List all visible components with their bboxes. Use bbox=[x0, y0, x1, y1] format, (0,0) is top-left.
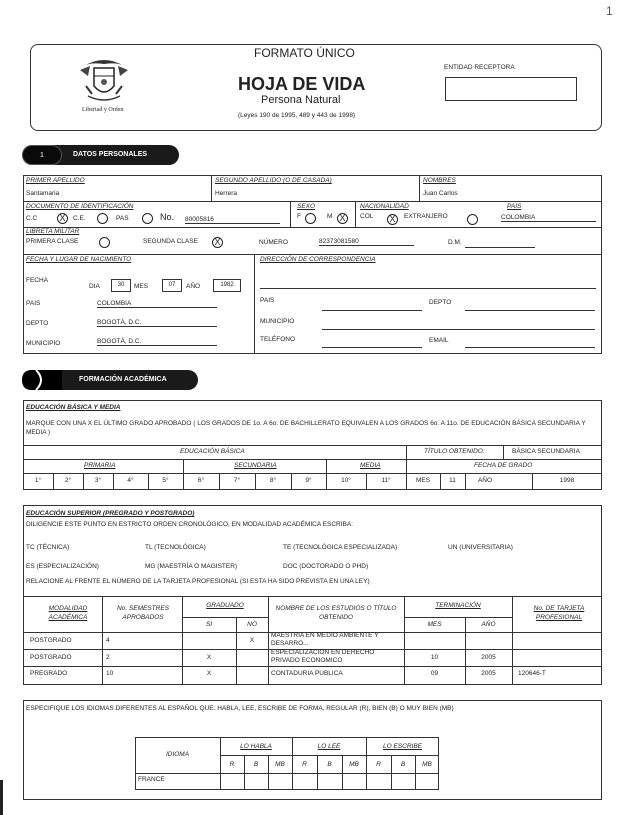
section2-number-icon bbox=[22, 370, 62, 390]
section2-title: FORMACIÓN ACADÉMICA bbox=[79, 376, 167, 383]
fecha-grado-header: FECHA DE GRADO bbox=[474, 462, 533, 469]
dia-value[interactable]: 30 bbox=[111, 279, 131, 292]
basica-secundaria-value: BÁSICA SECUNDARIA bbox=[512, 448, 580, 455]
row1-semestres[interactable]: 4 bbox=[106, 637, 110, 644]
row3-mes[interactable]: 09 bbox=[430, 670, 439, 677]
modalidad-tc: TC (TÉCNICA) bbox=[26, 544, 70, 551]
lee-r: R bbox=[302, 761, 307, 768]
segunda-clase-checked-radio[interactable]: X bbox=[212, 237, 223, 248]
documento-label: DOCUMENTO DE IDENTIFICACIÓN bbox=[26, 203, 134, 210]
municipio-nac-value[interactable]: BOGOTÁ, D.C. bbox=[97, 338, 217, 346]
th-mes: MES bbox=[427, 621, 442, 628]
primera-clase-radio[interactable] bbox=[99, 237, 110, 248]
row2-si[interactable]: X bbox=[206, 654, 212, 661]
libreta-label: LIBRETA MILITAR bbox=[26, 228, 80, 235]
pais-nacionalidad-value[interactable]: COLOMBIA bbox=[501, 214, 596, 222]
doc-number-value[interactable]: 80005816 bbox=[185, 216, 280, 224]
grade-2[interactable]: 2° bbox=[64, 477, 72, 484]
entidad-input[interactable] bbox=[445, 77, 577, 101]
section1-number: 1 bbox=[22, 145, 62, 165]
media-header: MEDIA bbox=[360, 462, 381, 469]
cc-label: C.C bbox=[26, 215, 38, 222]
corner-mark: 1 bbox=[606, 4, 613, 18]
no-label: No. bbox=[160, 212, 175, 222]
section1-title: DATOS PERSONALES bbox=[73, 151, 148, 158]
pais-dir-input[interactable] bbox=[322, 310, 422, 311]
th-nombre: NOMBRE DE LOS ESTUDIOS O TÍTULO OBTENIDO bbox=[275, 605, 397, 621]
grade-3[interactable]: 3° bbox=[94, 477, 102, 484]
row3-semestres[interactable]: 10 bbox=[106, 670, 114, 677]
relacione-text: RELACIONE AL FRENTE EL NÚMERO DE LA TARJETA PROFESIONAL (SI ESTA HA SIDO PREVISTA EN UNA LEY) bbox=[26, 578, 370, 585]
dm-label: D.M. bbox=[448, 239, 462, 246]
idiomas-instructions: ESPECIFIQUE LOS IDIOMAS DIFERENTES AL ESPAÑOL QUE: HABLA, LEE, ESCRIBE DE FORMA, REGULAR (R), BIEN (B) O MUY BIEN (MB) bbox=[26, 705, 454, 712]
email-input[interactable] bbox=[465, 347, 595, 348]
th-tarjeta: No. DE TARJETA PROFESIONAL bbox=[533, 605, 585, 621]
dia-label: DIA bbox=[89, 283, 100, 290]
direccion-input[interactable] bbox=[260, 288, 596, 289]
mes-value[interactable]: 07 bbox=[162, 279, 182, 292]
th-modalidad: MODALIDAD ACADÉMICA bbox=[48, 605, 88, 621]
lee-mb: MB bbox=[349, 761, 359, 768]
modalidad-es: ES (ESPECIALIZACIÓN) bbox=[26, 563, 99, 570]
telefono-label: TELÉFONO bbox=[260, 336, 296, 343]
row3-si[interactable]: X bbox=[206, 670, 212, 677]
escribe-b: B bbox=[400, 761, 406, 768]
row2-ano[interactable]: 2005 bbox=[481, 654, 496, 661]
modalidad-un: UN (UNIVERSITARIA) bbox=[448, 544, 513, 551]
sexo-label: SEXO bbox=[297, 203, 316, 210]
segundo-apellido-value[interactable]: Herrera bbox=[215, 190, 238, 197]
depto-dir-label: DEPTO bbox=[429, 299, 452, 306]
depto-nac-value[interactable]: BOGOTÁ, D.C. bbox=[97, 319, 217, 327]
grade-5[interactable]: 5° bbox=[162, 477, 169, 484]
idioma-row-value[interactable]: FRANCE bbox=[138, 776, 165, 783]
nombres-label: NOMBRES bbox=[423, 177, 456, 184]
grade-4[interactable]: 4° bbox=[127, 477, 134, 484]
scan-edge bbox=[0, 780, 3, 815]
pas-radio[interactable] bbox=[142, 213, 153, 224]
ano-label: AÑO bbox=[186, 283, 201, 290]
th-graduado: GRADUADO bbox=[206, 602, 244, 609]
f-label: F bbox=[297, 213, 301, 220]
grade-8[interactable]: 8° bbox=[269, 477, 277, 484]
lo-habla-header: LO HABLA bbox=[240, 743, 272, 750]
municipio-nac-label: MUNICIPIO bbox=[26, 340, 61, 347]
secundaria-header: SECUNDARIA bbox=[234, 462, 277, 469]
table-row[interactable]: PREGRADO bbox=[30, 670, 68, 677]
grade-11[interactable]: 11° bbox=[381, 477, 391, 484]
col-label: COL bbox=[360, 213, 374, 220]
basica-instructions: MARQUE CON UNA X EL ÚLTIMO GRADO APROBADO ( LOS GRADOS DE 1o. A 6o. DE BACHILLERATO EQUIVALEN A LOS GRADOS 6o. A 11o. DE EDUCACIÓN BÁSICA SECUNDARIA Y MEDIA ) bbox=[26, 420, 586, 436]
modalidad-doc: DOC (DOCTORADO O PHD) bbox=[283, 563, 369, 570]
segunda-clase-label: SEGUNDA CLASE bbox=[143, 238, 198, 245]
superior-instructions: DILIGENCIE ESTE PUNTO EN ESTRICTO ORDEN CRONOLÓGICO, EN MODALIDAD ACADÉMICA ESCRIBA: bbox=[26, 521, 353, 528]
logo-text: Libertad y Orden bbox=[82, 107, 124, 113]
pais-label: PAIS bbox=[507, 203, 522, 210]
section1-banner bbox=[22, 145, 179, 165]
cc-checked-radio[interactable]: X bbox=[57, 213, 68, 224]
col-checked-radio[interactable]: X bbox=[387, 214, 398, 225]
basica-title: EDUCACIÓN BÁSICA Y MEDIA bbox=[26, 404, 121, 411]
primera-clase-label: PRIMERA CLASE bbox=[26, 238, 79, 245]
title-main: HOJA DE VIDA bbox=[238, 74, 366, 94]
grade-1[interactable]: 1° bbox=[34, 477, 42, 484]
extranjero-radio[interactable] bbox=[467, 214, 478, 225]
row1-no[interactable]: X bbox=[249, 637, 255, 644]
fecha-label: FECHA bbox=[26, 277, 49, 284]
direccion-label: DIRECCIÓN DE CORRESPONDENCIA bbox=[260, 256, 376, 263]
segundo-apellido-label: SEGUNDO APELLIDO (O DE CASADA) bbox=[215, 177, 332, 184]
row3-nombre[interactable]: CONTADURIA PUBLICA bbox=[271, 670, 343, 677]
f-radio[interactable] bbox=[305, 213, 316, 224]
section2-banner bbox=[22, 370, 198, 390]
extranjero-label: EXTRANJERO bbox=[404, 213, 448, 220]
grade-6[interactable]: 6° bbox=[197, 477, 205, 484]
row3-tarjeta[interactable]: 120646-T bbox=[518, 670, 546, 677]
title-top: FORMATO ÚNICO bbox=[254, 46, 355, 60]
th-ano: AÑO bbox=[481, 621, 496, 628]
m-checked-radio[interactable]: X bbox=[337, 213, 348, 224]
entidad-label: ENTIDAD RECEPTORA bbox=[444, 64, 515, 71]
pas-label: PAS bbox=[116, 215, 129, 222]
grade-10[interactable]: 10° bbox=[341, 477, 351, 484]
numero-label: NÚMERO bbox=[259, 239, 288, 246]
depto-nac-label: DEPTO bbox=[26, 320, 49, 327]
modalidad-te: TE (TECNOLÓGICA ESPECIALIZADA) bbox=[283, 544, 398, 551]
grade-9[interactable]: 9° bbox=[305, 477, 312, 484]
ano-grado-label: AÑO bbox=[477, 477, 493, 484]
titulo-obtenido-header: TÍTULO OBTENIDO: bbox=[424, 448, 485, 455]
row3-ano[interactable]: 2005 bbox=[481, 670, 496, 677]
edu-basica-header: EDUCACIÓN BÁSICA bbox=[180, 448, 245, 455]
depto-dir-input[interactable] bbox=[465, 310, 595, 311]
escribe-r: R bbox=[376, 761, 381, 768]
municipio-dir-label: MUNICIPIO bbox=[260, 318, 295, 325]
habla-mb: MB bbox=[275, 761, 285, 768]
lo-escribe-header: LO ESCRIBE bbox=[382, 743, 422, 750]
laws-text: (Leyes 190 de 1995, 489 y 443 de 1998) bbox=[238, 112, 356, 119]
lee-b: B bbox=[327, 761, 332, 768]
th-semestres: No. SEMESTRES APROBADOS bbox=[116, 605, 169, 621]
modalidad-tl: TL (TECNOLÓGICA) bbox=[145, 544, 206, 551]
m-label: M bbox=[327, 213, 333, 220]
pais-nac-label: PAIS bbox=[26, 300, 41, 307]
ano-grado-value[interactable]: 1998 bbox=[559, 477, 575, 484]
superior-title: EDUCACIÓN SUPERIOR (PREGRADO Y POSTGRADO) bbox=[26, 510, 195, 517]
municipio-dir-input[interactable] bbox=[322, 329, 595, 330]
row2-nombre[interactable]: ESPECIALIZACION EN DERECHO PRIVADO ECONOMICO bbox=[271, 649, 375, 664]
mes-grado-label: MES bbox=[415, 477, 431, 484]
ano-value[interactable]: 1982 bbox=[213, 279, 241, 292]
table-row[interactable]: POSTGRADO bbox=[30, 654, 72, 661]
primer-apellido-value[interactable]: Santamaria bbox=[26, 190, 60, 197]
habla-b: B bbox=[253, 761, 259, 768]
th-terminacion: TERMINACIÓN bbox=[435, 602, 481, 609]
mes-grado-value[interactable]: 11 bbox=[449, 477, 456, 484]
idioma-header: IDIOMA bbox=[165, 751, 190, 758]
grade-7[interactable]: 7° bbox=[233, 477, 241, 484]
row1-nombre[interactable]: MAESTRIA EN MEDIO AMBIENTE Y DESARRO... bbox=[271, 632, 379, 647]
primaria-header: PRIMARIA bbox=[84, 462, 116, 469]
primer-apellido-label: PRIMER APELLIDO bbox=[26, 177, 85, 184]
th-si: SI bbox=[205, 621, 213, 628]
libreta-numero-value[interactable]: 82373081580 bbox=[319, 238, 414, 246]
fecha-lugar-label: FECHA Y LUGAR DE NACIMIENTO bbox=[26, 256, 132, 263]
coat-of-arms-icon bbox=[78, 56, 130, 106]
table-row[interactable]: POSTGRADO bbox=[30, 637, 72, 644]
habla-r: R bbox=[229, 761, 235, 768]
email-label: EMAIL bbox=[429, 337, 449, 344]
modalidad-mg: MG (MAESTRÍA O MAGISTER) bbox=[145, 563, 238, 570]
row2-semestres[interactable]: 2 bbox=[106, 654, 110, 661]
row2-mes[interactable]: 10 bbox=[430, 654, 439, 661]
nombres-value[interactable]: Juan Carlos bbox=[423, 190, 458, 197]
ce-label: C.E. bbox=[73, 215, 86, 222]
ce-radio[interactable] bbox=[97, 213, 108, 224]
pais-dir-label: PAIS bbox=[260, 297, 275, 304]
escribe-mb: MB bbox=[422, 761, 432, 768]
nacionalidad-label: NACIONALIDAD bbox=[360, 203, 409, 210]
th-no: NO bbox=[247, 621, 257, 628]
mes-label: MES bbox=[134, 283, 149, 290]
telefono-input[interactable] bbox=[322, 347, 422, 348]
pais-nac-value[interactable]: COLOMBIA bbox=[97, 300, 217, 308]
title-sub: Persona Natural bbox=[261, 94, 341, 106]
lo-lee-header: LO LEE bbox=[317, 743, 341, 750]
